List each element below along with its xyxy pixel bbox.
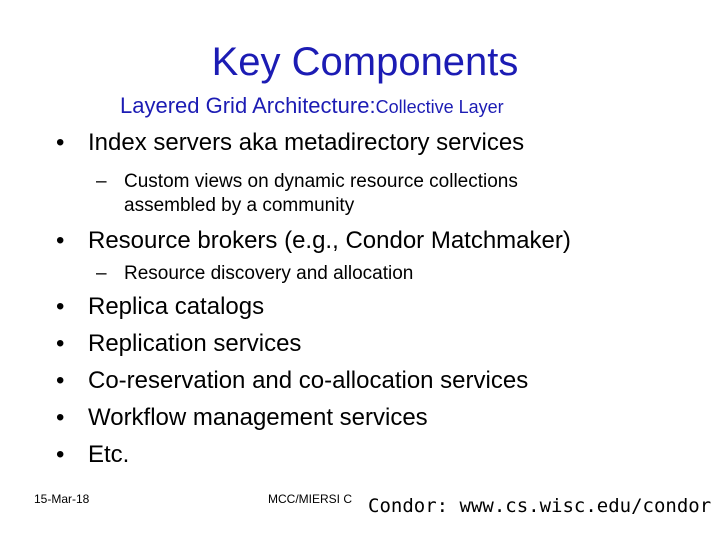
- dash-icon: –: [96, 263, 107, 284]
- sub-text: Custom views on dynamic resource collections: [124, 171, 518, 192]
- bullet-text: Co-reservation and co-allocation services: [88, 367, 529, 394]
- bullet-icon: •: [56, 293, 65, 320]
- footer-date: 15-Mar-18: [34, 492, 90, 506]
- bullet-text: Replication services: [88, 330, 302, 357]
- bullet-text: Index servers aka metadirectory services: [88, 129, 525, 156]
- bullet-text: Workflow management services: [88, 404, 428, 431]
- bullet-icon: •: [56, 367, 65, 394]
- footer-course: MCC/MIERSI C: [268, 492, 352, 506]
- sub-text: Resource discovery and allocation: [124, 263, 414, 284]
- sub-text: assembled by a community: [124, 195, 355, 216]
- footer-condor-url: Condor: www.cs.wisc.edu/condor: [368, 495, 712, 517]
- bullet-icon: •: [56, 404, 65, 431]
- slide-title: Key Components: [211, 40, 519, 84]
- bullet-icon: •: [56, 330, 65, 357]
- bullet-text: Etc.: [88, 441, 130, 468]
- bullet-icon: •: [56, 227, 65, 254]
- bullet-icon: •: [56, 129, 65, 156]
- subtitle-layer: Collective Layer: [375, 97, 504, 117]
- bullet-text: Replica catalogs: [88, 293, 265, 320]
- subtitle-main: Layered Grid Architecture:: [120, 93, 376, 118]
- bullet-text: Resource brokers (e.g., Condor Matchmaker): [88, 227, 571, 254]
- dash-icon: –: [96, 171, 107, 192]
- slide-subtitle: [120, 92, 504, 121]
- bullet-icon: •: [56, 441, 65, 468]
